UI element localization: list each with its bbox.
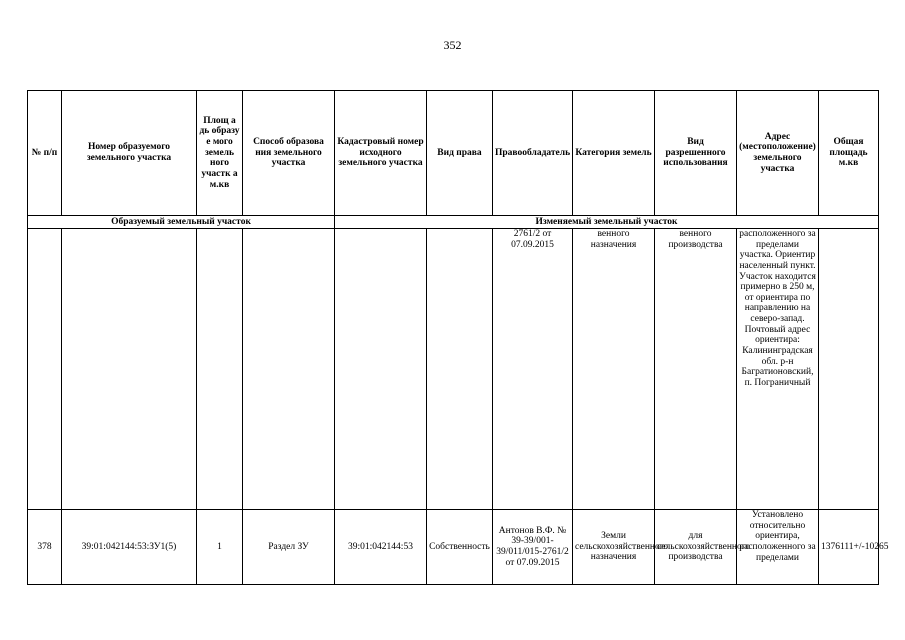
- cell-empty: [427, 229, 493, 510]
- cell-empty: [243, 229, 335, 510]
- table-row: [28, 510, 879, 585]
- cell-source-cadastral: 39:01:042144:53: [335, 510, 427, 585]
- cell-empty: [335, 229, 427, 510]
- cell-number: 378: [28, 510, 62, 585]
- cell-empty: [62, 229, 197, 510]
- header-source-cadastral: Кадастровый номер исходного земельного участка: [335, 91, 427, 216]
- cell-empty: [197, 229, 243, 510]
- header-category: Категория земель: [573, 91, 655, 216]
- cell-right-type: Собственность: [427, 510, 493, 585]
- section-changed-parcel: Изменяемый земельный участок: [335, 216, 879, 229]
- cell-category: венного назначения: [573, 229, 655, 510]
- header-owner: Правообладатель: [493, 91, 573, 216]
- header-area: Площ а дь образу е мого земель ного участк а м.кв: [197, 91, 243, 216]
- header-parcel-number: Номер образуемого земельного участка: [62, 91, 197, 216]
- cell-empty: [28, 229, 62, 510]
- cell-category: Земли сельскохозяйственного назначения: [573, 510, 655, 585]
- cell-total-area: 1376111+/-10265: [819, 510, 879, 585]
- header-usage: Вид разрешенного использования: [655, 91, 737, 216]
- header-method: Способ образова ния земельного участка: [243, 91, 335, 216]
- header-row: [28, 91, 879, 216]
- cell-empty: [819, 229, 879, 510]
- header-number: № п/п: [28, 91, 62, 216]
- cell-parcel-number: 39:01:042144:53:ЗУ1(5): [62, 510, 197, 585]
- cell-address: Установлено относительно ориентира, расположенного за пределами: [737, 510, 819, 585]
- table-row: [28, 229, 879, 510]
- cell-owner: Антонов В.Ф. № 39-39/001-39/011/015-2761/2 от 07.09.2015: [493, 510, 573, 585]
- cell-address: расположенного за пределами участка. Ориентир населенный пункт. Участок находится примерно в 250 м, от ориентира по направлению на северо-запад. Почтовый адрес ориентира: Калининградская обл. р-н Багратионовский, п. Пограничный: [737, 229, 819, 510]
- cell-method: Раздел ЗУ: [243, 510, 335, 585]
- cell-usage: венного производства: [655, 229, 737, 510]
- land-parcel-table: [27, 90, 889, 585]
- header-total-area: Общая площадь м.кв: [819, 91, 879, 216]
- cell-usage: для сельскохозяйственного производства: [655, 510, 737, 585]
- page-number: 352: [443, 38, 462, 52]
- section-formed-parcel: Образуемый земельный участок: [28, 216, 335, 229]
- cell-owner: 2761/2 от 07.09.2015: [493, 229, 573, 510]
- cell-area: 1: [197, 510, 243, 585]
- header-address: Адрес (местоположение) земельного участка: [737, 91, 819, 216]
- section-row: [28, 216, 879, 229]
- header-right-type: Вид права: [427, 91, 493, 216]
